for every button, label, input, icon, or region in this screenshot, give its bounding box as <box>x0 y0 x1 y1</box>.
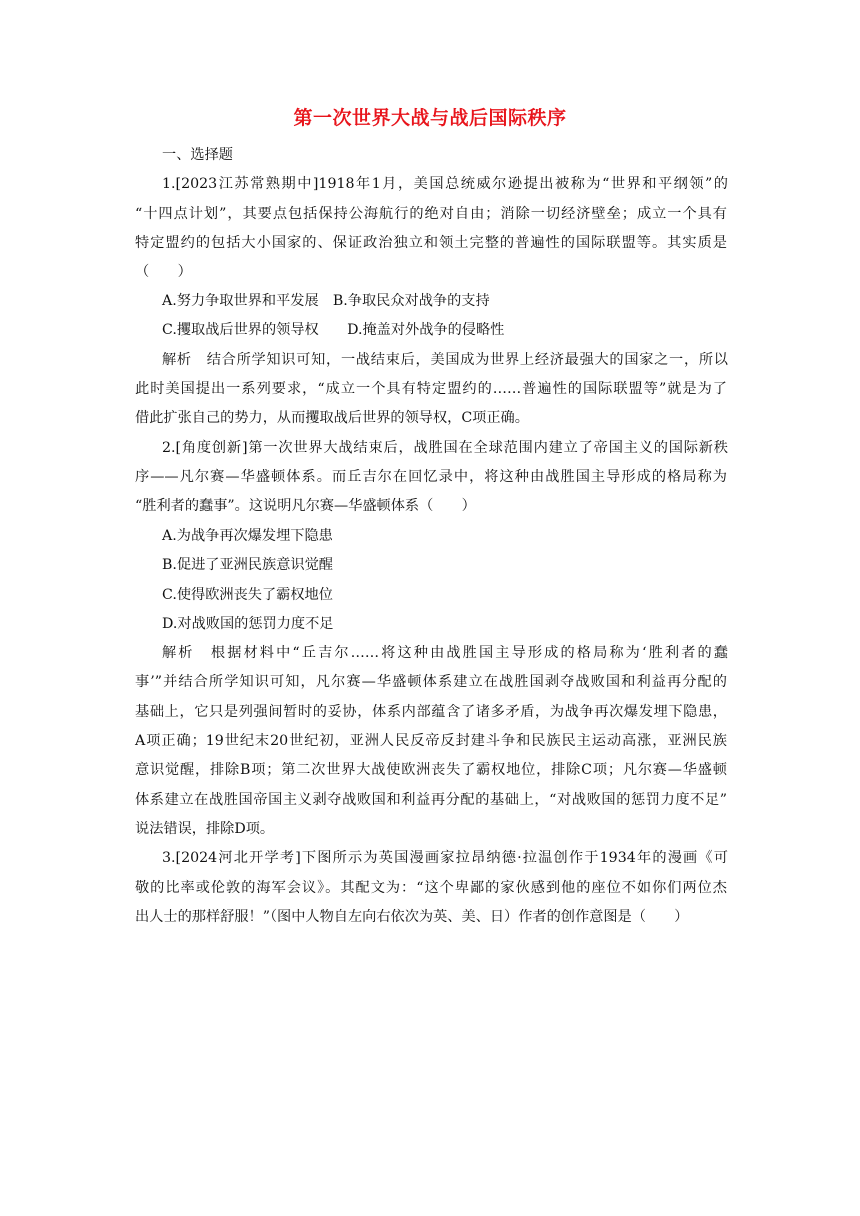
q2-stem-line: 序——凡尔赛—华盛顿体系。而丘吉尔在回忆录中，将这种由战胜国主导形成的格局称为 <box>135 469 727 485</box>
q1-analysis-line: 解析 结合所学知识可知，一战结束后，美国成为世界上经济最强大的国家之一，所以 <box>162 352 728 368</box>
q2-stem-line: “胜利者的蠢事”。这说明凡尔赛—华盛顿体系（ ） <box>135 498 476 514</box>
q1-analysis-line: 此时美国提出一系列要求，“成立一个具有特定盟约的……普遍性的国际联盟等”就是为了 <box>135 381 727 397</box>
q1-options-row: C.攫取战后世界的领导权 D.掩盖对外战争的侵略性 <box>162 322 505 338</box>
q2-analysis-line: 意识觉醒，排除B项；第二次世界大战使欧洲丧失了霸权地位，排除C项；凡尔赛—华盛顿 <box>135 762 727 778</box>
section-heading: 一、选择题 <box>162 147 233 163</box>
q2-analysis-line: A项正确；19世纪末20世纪初，亚洲人民反帝反封建斗争和民族民主运动高涨，亚洲民族 <box>135 733 727 749</box>
document-title: 第一次世界大战与战后国际秩序 <box>293 107 567 129</box>
q1-analysis-line: 借此扩张自己的势力，从而攫取战后世界的领导权，C项正确。 <box>135 410 529 426</box>
q2-analysis-line: 基础上，它只是列强间暂时的妥协，体系内部蕴含了诸多矛盾，为战争再次爆发埋下隐患， <box>135 704 727 720</box>
q2-analysis-line: 事’”并结合所学知识可知，凡尔赛—华盛顿体系建立在战胜国剥夺战败国和利益再分配的 <box>135 674 727 690</box>
q1-answer-blank: （ ） <box>135 264 192 280</box>
q2-option-c: C.使得欧洲丧失了霸权地位 <box>162 587 333 603</box>
q1-stem-line: “十四点计划”，其要点包括保持公海航行的绝对自由；消除一切经济壁垒；成立一个具有 <box>135 206 727 222</box>
q3-stem-line: 3.[2024河北开学考]下图所示为英国漫画家拉昂纳德·拉温创作于1934年的漫画《可 <box>162 850 728 866</box>
q1-stem-line: 1.[2023江苏常熟期中]1918年1月，美国总统威尔逊提出被称为“世界和平纲领”的 <box>162 176 728 192</box>
q2-analysis-line: 说法错误，排除D项。 <box>135 821 275 837</box>
q2-analysis-line: 解析 根据材料中“丘吉尔……将这种由战胜国主导形成的格局称为‘胜利者的蠢 <box>162 645 728 661</box>
q1-stem-line: 特定盟约的包括大小国家的、保证政治独立和领土完整的普遍性的国际联盟等。其实质是 <box>135 235 727 251</box>
q2-analysis-line: 体系建立在战胜国帝国主义剥夺战败国和利益再分配的基础上，“对战败国的惩罚力度不足” <box>135 792 727 808</box>
q2-option-d: D.对战败国的惩罚力度不足 <box>162 616 334 632</box>
q3-stem-line: 出人士的那样舒服！”（图中人物自左向右依次为英、美、日）作者的创作意图是（ ） <box>135 909 689 925</box>
q2-option-b: B.促进了亚洲民族意识觉醒 <box>162 557 333 573</box>
q3-stem-line: 敬的比率或伦敦的海军会议》。其配文为：“这个卑鄙的家伙感到他的座位不如你们两位杰 <box>135 880 727 896</box>
q2-stem-line: 2.[角度创新]第一次世界大战结束后，战胜国在全球范围内建立了帝国主义的国际新秩 <box>162 440 728 456</box>
q1-options-row: A.努力争取世界和平发展 B.争取民众对战争的支持 <box>162 293 490 309</box>
q2-option-a: A.为战争再次爆发埋下隐患 <box>162 528 333 544</box>
